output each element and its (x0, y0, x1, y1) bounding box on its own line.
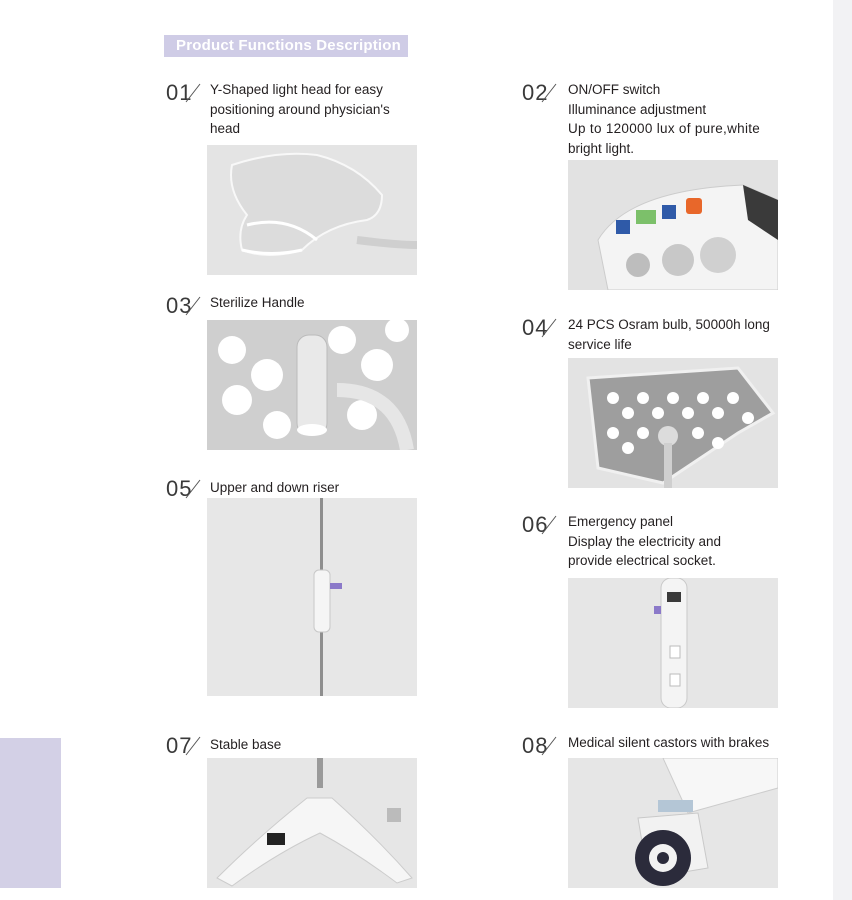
feature-description: Sterilize Handle (210, 295, 305, 310)
control-panel-photo (568, 160, 778, 290)
feature-description: Y-Shaped light head for easy positioning around physician's head (210, 82, 390, 136)
riser-photo (207, 498, 417, 696)
emergency-panel-photo (568, 578, 778, 708)
feature-number: 08 (522, 733, 548, 759)
side-color-block (0, 738, 61, 888)
feature-description: 24 PCS Osram bulb, 50000h long service life (568, 317, 770, 352)
feature-description: Upper and down riser (210, 480, 340, 495)
feature-number: 02 (522, 80, 548, 106)
feature-number: 01 (166, 80, 192, 106)
castors-photo (568, 758, 778, 888)
stable-base-photo (207, 758, 417, 888)
handle-photo (207, 320, 417, 450)
feature-number: 05 (166, 476, 192, 502)
page-edge-band (833, 0, 852, 900)
feature-description: Emergency panel Display the electricity and provide electrical socket. (568, 514, 722, 568)
feature-number: 04 (522, 315, 548, 341)
feature-description: ON/OFF switch Illuminance adjustment Up to 120000 lux of pure,white bright light. (568, 82, 761, 156)
feature-number: 07 (166, 733, 192, 759)
feature-number: 03 (166, 293, 192, 319)
bulb-array-photo (568, 358, 778, 488)
feature-description: Stable base (210, 737, 282, 752)
light-head-photo (207, 145, 417, 275)
feature-description: Medical silent castors with brakes (568, 735, 770, 750)
section-title: Product Functions Description (164, 35, 408, 57)
feature-number: 06 (522, 512, 548, 538)
